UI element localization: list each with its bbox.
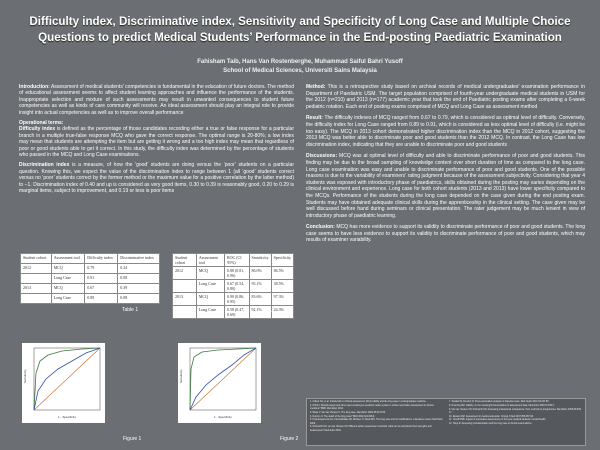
title-line-2: Questions to predict Medical Students’ Performance in the End-posting Paediatric Examination [38, 31, 562, 44]
reference-item: 2. Hift RJ. Should essays and other open-ended-type questions retain a place in written summative assessment in clinical medicine? BMC Med Educ 2014. [310, 404, 434, 410]
right-column [306, 84, 585, 249]
result-heading: Result: [306, 115, 323, 122]
author-names: Fahisham Taib, Hans Van Rostenberghe, Muhammad Saiful Bahri Yusoff [197, 59, 403, 65]
table-header-cell: Student cohort [21, 254, 52, 264]
table-cell: 2012 [173, 267, 197, 280]
figure-1-x-axis-label: 1 - Specificity [58, 415, 76, 419]
table-cell: 2013 [173, 293, 197, 306]
table-cell: 92.1% [249, 306, 271, 319]
table-header-cell: Assessment tool [196, 254, 224, 267]
table-cell: Long Case [196, 280, 224, 293]
table-cell: 0.89 [85, 294, 118, 304]
difficulty-index-term: Difficulty index [19, 126, 56, 133]
method-section [306, 84, 585, 110]
reference-item: 8. Downing SM. Validity: on the meaningful interpretation of assessment data. Med Educ 2003;37:830-7. [449, 404, 555, 407]
table-row [21, 284, 160, 294]
figure-2-x-axis-label: 1 - Specificity [214, 415, 232, 419]
table-row [21, 294, 160, 304]
table-cell: MCQ [196, 293, 224, 306]
introduction-section [19, 84, 294, 116]
difficulty-index-text: is defined as the percentage of those candidates recording either a true or false response for a particular branch in a multiple true-false response MCQ who gave the correct response. The optimal range is 20-80%; a low index may mean that students are attempting the item but are getting it wrong and a too high index may mean that regardless of poor or good students able to get it correct. In this study, the difficulty index was determined by the percentage of students who passed in the MCQ and Long Case examinations. [19, 126, 294, 159]
discussion-section [306, 153, 585, 219]
table-cell: 0.08 [118, 274, 160, 284]
table-cell: 24.3% [271, 306, 293, 319]
poster-title [10, 14, 590, 46]
discrimination-index-text: is a measure, of how the ‘good’ students are doing versus the ‘poor’ students on a particular question. Knowing this, we expect the value of the discrimination index to range between 1 (all ‘good’ students correct versus no ‘poor’ students correct by the former method or the maximum value for a positive correlation by the latter method) to −1. Discrimination index of 0.40 and up is considered as very good items, 0.30 to 0.39 is reasonably good, 0.20 to 0.29 is marginal items, subject to improvement, and 0.19 or less is poor items [19, 162, 294, 195]
table-cell [173, 280, 197, 293]
table-cell: Long Case [51, 274, 85, 284]
table-cell: Long Case [51, 294, 85, 304]
table-cell: 0.79 [85, 264, 118, 274]
figure-2-reference-line [190, 348, 256, 410]
table-cell: 0.88 (0.81, 0.96) [224, 267, 249, 280]
conclusion-section [306, 224, 585, 244]
figure-1-reference-line [34, 348, 100, 410]
discrimination-index-term: Discrimination index [19, 162, 70, 169]
table-cell: 38.5% [271, 280, 293, 293]
table-cell: 0.24 [118, 264, 160, 274]
table-header-cell: Sensitivity [249, 254, 271, 267]
references-right-column [449, 401, 583, 427]
figure-1-y-axis-label: Sensitivity [23, 369, 27, 383]
table-cell: 0.39 [118, 284, 160, 294]
figure-2-caption: Figure 2 [280, 436, 299, 442]
figure-2-y-axis-label: Sensitivity [179, 369, 183, 383]
reference-item: 6. Schuwirth LW, van der Vleuten CP. Different written assessment methods: what can be said about their strengths and weaknesses? Med Educ 2004. [310, 426, 432, 432]
table-cell: MCQ [51, 284, 85, 294]
introduction-text: Assessment of medical students’ competencies is fundamental in the education of future doctors. The method of educational assessment seems to affect student learning approaches and influence the performance of the students. Inappropriate selection and mixture of such assessments may result in unwanted consequences to student future competencies as well as kinds of care community will receive. An ideal assessment should play an integral role to provide insight into actual competencies as well as to improve overall performance [19, 84, 294, 116]
table-1-caption: Table 1 [122, 307, 139, 313]
table-cell: 0.90 (0.86, 0.95) [224, 293, 249, 306]
table-cell: 0.67 (0.54, 0.80) [224, 280, 249, 293]
table-row [21, 264, 160, 274]
reference-item: 1. Gilbert KA, et al. Introduction to clinical assessment, MCQ validity and the long case in undergraduate medicine. [310, 401, 427, 403]
discrimination-index-definition [19, 162, 294, 194]
reference-item: 5. Ponnamperuma GG, Karunathilake IM, McAleer S, Davis MH. The long case and its modifications: a literature review. Med Educ 2009. [310, 419, 443, 425]
method-heading: Method: [306, 84, 326, 90]
table-2-header-row [173, 254, 294, 267]
references-box [306, 398, 586, 446]
table-cell [173, 306, 197, 319]
result-section [306, 115, 585, 148]
authors-block [0, 58, 600, 76]
reference-item: 3. Wass V, Van der Vleuten C. The long case. Med Educ 2004;38:1176-80. [310, 411, 386, 414]
table-cell [21, 294, 52, 304]
table-cell: 95.1% [249, 280, 271, 293]
table-cell: MCQ [196, 267, 224, 280]
table-cell: 83.6% [249, 293, 271, 306]
reference-item: 12. Hays R. Assessing professionalism and the long case in clinical examinations. [449, 423, 533, 426]
table-cell: 86.5% [271, 267, 293, 280]
title-line-1: Difficulty index, Discriminative index, Sensitivity and Specificity of Long Case and Multiple Choice [29, 15, 571, 28]
table-cell: MCQ [51, 264, 85, 274]
table-cell: Long Case [196, 306, 224, 319]
references-left-column [310, 401, 444, 433]
table-header-cell: Difficulty index [85, 254, 118, 264]
reference-item: 9. Van der Vleuten CP, Schuwirth LW. Assessing professional competence: from methods to programmes. Med Educ 2005;39:309-17. [449, 408, 582, 414]
discussion-heading: Discussions: [306, 153, 338, 160]
table-2 [172, 253, 294, 319]
reference-item: 4. Norcini JJ. The death of the long case? BMJ 2002;324:408-9. [310, 415, 375, 418]
table-cell: 2013 [21, 284, 52, 294]
table-cell: 0.08 [118, 294, 160, 304]
table-row [21, 274, 160, 284]
reference-item: 11. Yusoff MSB. Impact of summative assessment on first year medical students’ mental health. [449, 419, 546, 422]
table-header-cell: Assessment tool [51, 254, 85, 264]
table-header-cell: Specificity [271, 254, 293, 267]
reference-item: 10. Epstein RM. Assessment in medical education. N Engl J Med 2007;356:387-96. [449, 415, 534, 418]
reference-item: 7. Tavakol M, Dennick R. Post-examination analysis of objective tests. Med Teach 2011;33:447-58. [449, 401, 550, 403]
table-cell: 2012 [21, 264, 52, 274]
table-row [173, 280, 294, 293]
table-cell: 86.0% [249, 267, 271, 280]
table-1 [20, 253, 160, 304]
figure-1-roc-chart [22, 343, 105, 423]
affiliation: School of Medical Sciences, Universiti Sains Malaysia [223, 68, 377, 74]
conclusion-heading: Conclusion: [306, 224, 335, 231]
table-2-caption: Table 2 [271, 311, 288, 317]
figure-2-svg [178, 343, 261, 423]
table-cell: 97.3% [271, 293, 293, 306]
result-text: The difficulty indexes of MCQ ranged from 0.67 to 0.79, which is considered as optimal level of difficulty. Conversely, the difficulty index for Long Case ranged from 0.89 to 0.91, which is considered as less optimal level of difficulty (i.e. might be too easy). The MCQ in 2013 cohort demonstrated higher discrimination index than the MCQ in 2012 cohort, suggesting the 2013 MCQ was better able to discriminate poor and good students than the 2012 MCQ. In contrast, the Long Case has low discrimination index, indicating that they are unable to discriminate poor and good students [306, 115, 585, 148]
table-row [173, 267, 294, 280]
method-text: This is a retrospective study based on archival records of medical undergraduates’ examination performance in Department of Paediatric USM. The target population comprised of fourth-year undergraduate medical students in USM for the 2012 (n=210) and 2013 (n=177) academic year that took the end of Paediatric posting exams after completing a 6-week pediatric rotation. Each end of posting exams comprised of MCQ and Long Case as assessment method [306, 84, 585, 110]
introduction-heading: Introduction: [19, 84, 50, 90]
table-cell: 0.67 [85, 284, 118, 294]
table-header-cell: ROC (CI 95%) [224, 254, 249, 267]
conclusion-text: MCQ has more evidence to support its validity to discriminate performance of poor and good students. The long case seems to have less evidence to support its validity to discriminate performance of poor and good students, which may results of examiner variability. [306, 224, 585, 244]
table-cell: 0.91 [85, 274, 118, 284]
operational-terms-heading: Operational terms: [19, 120, 64, 127]
table-cell: 0.58 (0.47, 0.69) [224, 306, 249, 319]
table-header-cell: Discriminative index [118, 254, 160, 264]
table-header-cell: Student cohort [173, 254, 197, 267]
figure-1-svg [22, 343, 105, 423]
table-row [173, 293, 294, 306]
table-cell [21, 274, 52, 284]
table-1-header-row [21, 254, 160, 264]
discussion-text: MCQ was at optimal level of difficulty and able to discriminate performance of poor and good students. This finding may be due to the broad sampling of knowledge content over short duration of time as compared to the long case. Long case examination was easy and unable to discriminate performance of poor and good students. One of the possible reasons is due to the variability of examiners’ rating judgment because of the assessment subjectivity. Considering that year 4 students was exposed with introductory phase of paediatrics, skills obtained during the posting may varies depending on the clinical environment and experience. Long case for both cohort students (2013 and 2013) have lower specificity compared to the MCQs. Performance of the students during the long case depended on the case given during the end posting exam. Students may have obtained adequate clinical skills during the apprenticeship in the clinical setting. The case given may be well discussed before hand during seminars or clinical presentation. The rater judgement may be much lenient in view of introductory phase of paediatric learning. [306, 153, 585, 219]
difficulty-index-definition [19, 126, 294, 158]
left-column [19, 84, 294, 199]
figure-2-roc-chart [178, 343, 261, 423]
figure-1-caption: Figure 1 [123, 436, 142, 442]
